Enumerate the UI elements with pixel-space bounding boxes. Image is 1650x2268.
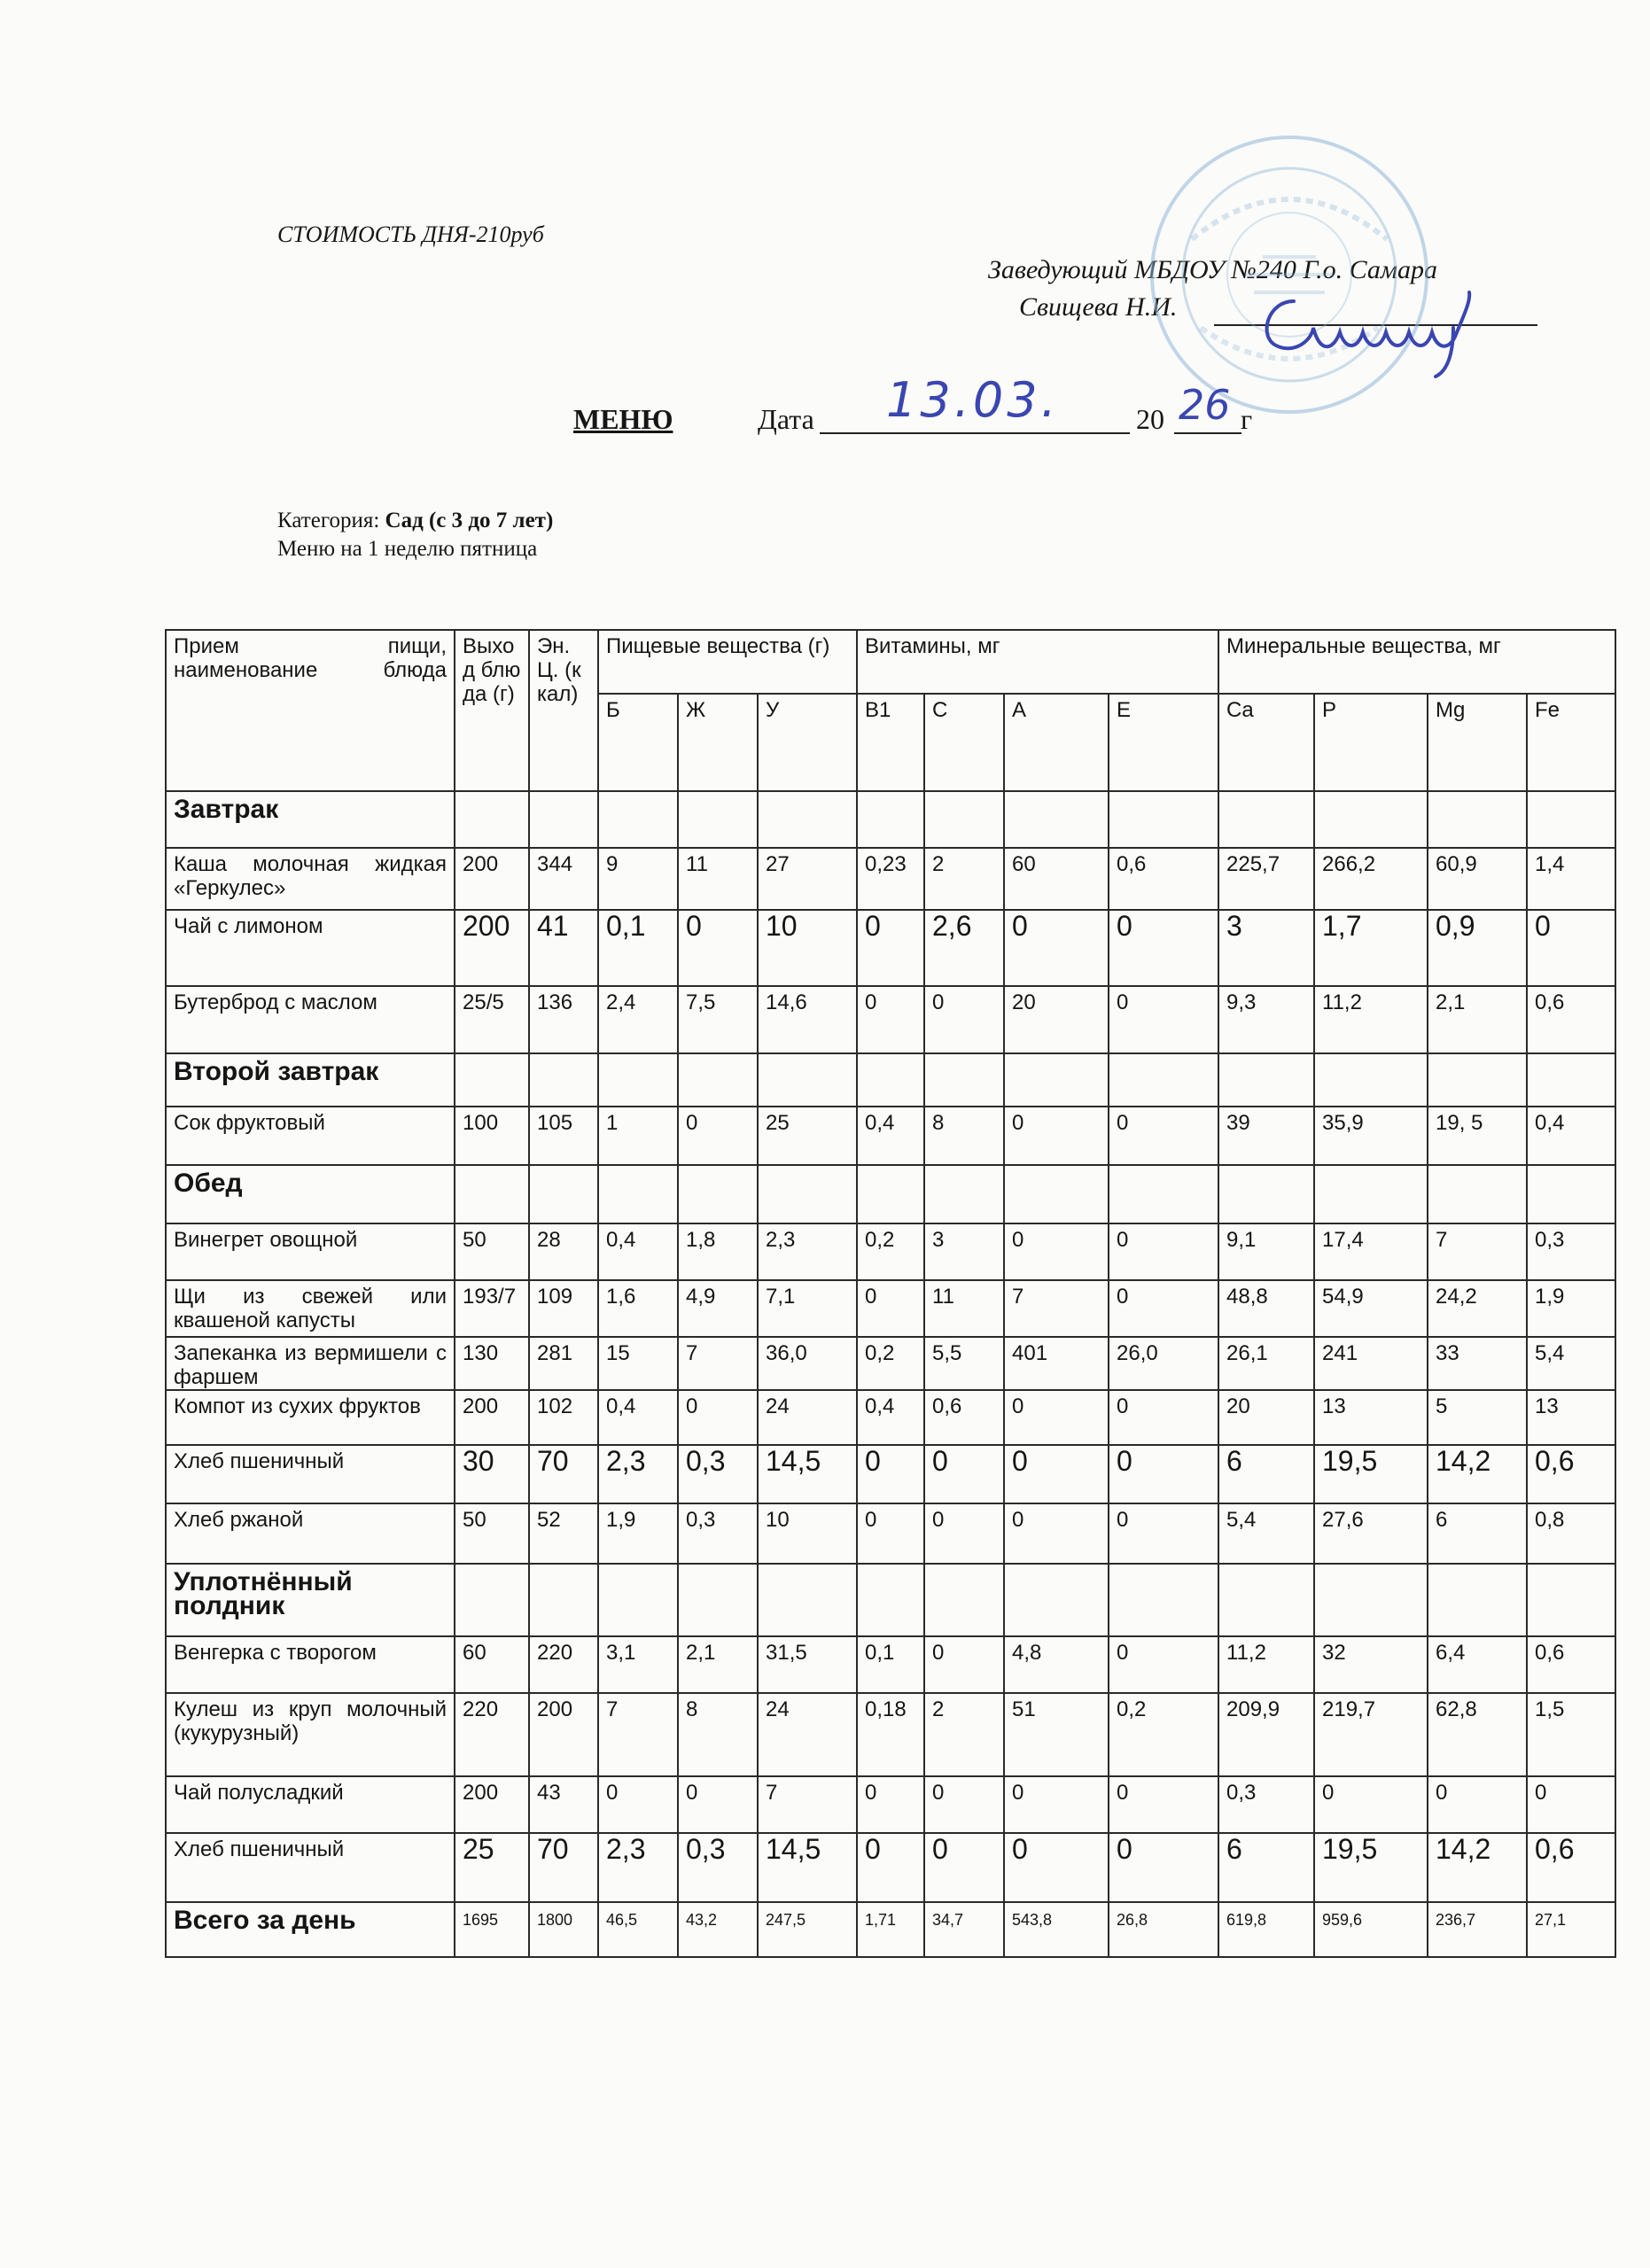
table-cell: 11,2 [1314,986,1428,1053]
table-cell: 0 [857,1445,924,1503]
table-cell: 14,5 [758,1445,857,1503]
dish-name: Винегрет овощной [166,1223,455,1280]
table-cell: 52 [529,1503,598,1564]
table-cell: 70 [529,1445,598,1503]
table-cell: 0 [1004,1503,1109,1564]
table-cell: 7 [1004,1280,1109,1337]
table-cell: 24 [758,1693,857,1776]
table-cell: 0 [678,1390,758,1445]
header-row-1 [166,630,1615,694]
table-cell: 0 [1109,1445,1218,1503]
header-carbs: У [758,694,857,791]
table-cell: 19,5 [1314,1833,1428,1902]
table-cell: 0,8 [1527,1503,1615,1564]
table-cell: 9,1 [1218,1223,1314,1280]
table-cell: 266,2 [1314,848,1428,910]
table-cell: 2,3 [758,1223,857,1280]
table-cell: 60 [455,1636,529,1693]
dish-name: Чай с лимоном [166,910,455,986]
table-cell: 13 [1314,1390,1428,1445]
table-cell: 225,7 [1218,848,1314,910]
table-cell: 7,1 [758,1280,857,1337]
section-second-breakfast: Второй завтрак [166,1053,455,1107]
table-cell: 0,3 [1527,1223,1615,1280]
table-cell: 0,6 [1527,1833,1615,1902]
table-cell: 13 [1527,1390,1615,1445]
table-cell: 5 [1428,1390,1527,1445]
table-cell: 209,9 [1218,1693,1314,1776]
table-cell: 25 [758,1107,857,1165]
table-cell: 344 [529,848,598,910]
header-p: P [1314,694,1428,791]
table-row [166,1833,1615,1902]
week-label: Меню на 1 неделю пятница [277,537,538,561]
table-cell: 5,4 [1527,1337,1615,1390]
header-dish: Прием пищи, наименование блюда [166,630,455,791]
table-cell: 0 [924,1833,1004,1902]
table-row [166,1223,1615,1280]
table-cell: 39 [1218,1107,1314,1165]
table-cell: 5,5 [924,1337,1004,1390]
table-cell: 15 [598,1337,678,1390]
table-cell: 11 [924,1280,1004,1337]
table-cell: 8 [678,1693,758,1776]
table-cell: 281 [529,1337,598,1390]
table-cell: 0 [1004,1445,1109,1503]
table-cell: 0,9 [1428,910,1527,986]
table-cell: 136 [529,986,598,1053]
table-row [166,1693,1615,1776]
table-cell: 2,3 [598,1445,678,1503]
category-value: Сад (с 3 до 7 лет) [385,509,554,532]
table-cell: 28 [529,1223,598,1280]
table-row [166,848,1615,910]
table-cell: 0 [1109,986,1218,1053]
table-row [166,1776,1615,1833]
table-row [166,1280,1615,1337]
table-cell: 0,4 [598,1223,678,1280]
total-value: 26,8 [1109,1902,1218,1957]
header-minerals: Минеральные вещества, мг [1218,630,1615,694]
table-cell: 0 [1109,1776,1218,1833]
table-cell: 220 [455,1693,529,1776]
table-cell: 24,2 [1428,1280,1527,1337]
table-cell: 0,3 [678,1833,758,1902]
table-cell: 35,9 [1314,1107,1428,1165]
header-vit-c: С [924,694,1004,791]
table-cell: 2,1 [678,1636,758,1693]
table-cell: 14,6 [758,986,857,1053]
table-cell: 7 [598,1693,678,1776]
total-value: 236,7 [1428,1902,1527,1957]
header-ca: Ca [1218,694,1314,791]
table-row [166,986,1615,1053]
header-nutrients: Пищевые вещества (г) [598,630,857,694]
table-cell: 2 [924,848,1004,910]
table-cell: 1,8 [678,1223,758,1280]
table-cell: 100 [455,1107,529,1165]
approval-line-1: Заведующий МБДОУ №240 Г.о. Самара [988,255,1438,284]
table-cell: 62,8 [1428,1693,1527,1776]
section-row [166,1564,1615,1636]
table-cell: 30 [455,1445,529,1503]
table-cell: 2 [924,1693,1004,1776]
table-cell: 1,9 [1527,1280,1615,1337]
total-value: 619,8 [1218,1902,1314,1957]
table-cell: 0 [678,1107,758,1165]
table-cell: 193/7 [455,1280,529,1337]
day-cost: СТОИМОСТЬ ДНЯ-210руб [277,221,544,247]
table-cell: 0 [924,1503,1004,1564]
table-cell: 50 [455,1503,529,1564]
table-cell: 11,2 [1218,1636,1314,1693]
table-cell: 0,4 [598,1390,678,1445]
table-cell: 0 [857,1503,924,1564]
table-cell: 1,9 [598,1503,678,1564]
dish-name: Хлеб пшеничный [166,1445,455,1503]
menu-title: МЕНЮ [573,403,673,435]
table-cell: 1,5 [1527,1693,1615,1776]
header-mg: Mg [1428,694,1527,791]
table-cell: 0,1 [598,910,678,986]
table-cell: 0,6 [1527,1636,1615,1693]
table-cell: 0 [1004,1223,1109,1280]
table-cell: 14,2 [1428,1833,1527,1902]
year-suffix: г [1241,403,1253,435]
table-cell: 0,6 [1527,1445,1615,1503]
dish-name: Кулеш из круп молочный (кукурузный) [166,1693,455,1776]
dish-name: Компот из сухих фруктов [166,1390,455,1445]
total-value: 43,2 [678,1902,758,1957]
table-cell: 25 [455,1833,529,1902]
table-cell: 26,1 [1218,1337,1314,1390]
total-value: 27,1 [1527,1902,1615,1957]
table-cell: 60 [1004,848,1109,910]
table-cell: 10 [758,1503,857,1564]
table-row [166,910,1615,986]
table-cell: 1,7 [1314,910,1428,986]
header-vit-b1: В1 [857,694,924,791]
section-lunch: Обед [166,1165,455,1223]
dish-name: Сок фруктовый [166,1107,455,1165]
table-cell: 0,3 [678,1445,758,1503]
table-cell: 0,23 [857,848,924,910]
dish-name: Хлеб пшеничный [166,1833,455,1902]
table-cell: 0 [857,1776,924,1833]
section-row [166,791,1615,848]
table-cell: 4,8 [1004,1636,1109,1693]
table-cell: 50 [455,1223,529,1280]
table-cell: 25/5 [455,986,529,1053]
table-cell: 6 [1428,1503,1527,1564]
table-cell: 3 [924,1223,1004,1280]
date-value: 13.03. [886,372,1060,428]
total-label: Всего за день [166,1902,455,1957]
table-cell: 60,9 [1428,848,1527,910]
table-cell: 0,2 [857,1223,924,1280]
approval-line-2: Свищева Н.И. [1019,292,1178,322]
table-cell: 105 [529,1107,598,1165]
table-cell: 5,4 [1218,1503,1314,1564]
header-fe: Fe [1527,694,1615,791]
table-cell: 32 [1314,1636,1428,1693]
section-row [166,1165,1615,1223]
category-line [277,509,553,533]
header-energy: Эн. Ц. (ккал) [529,630,598,791]
table-cell: 24 [758,1390,857,1445]
table-cell: 3 [1218,910,1314,986]
total-row [166,1902,1615,1957]
table-cell: 0 [1109,1503,1218,1564]
dish-name: Щи из свежей или квашеной капусты [166,1280,455,1337]
table-cell: 0 [857,1280,924,1337]
table-cell: 0 [1527,910,1615,986]
table-cell: 10 [758,910,857,986]
table-cell: 0 [924,1636,1004,1693]
table-cell: 200 [455,848,529,910]
table-cell: 219,7 [1314,1693,1428,1776]
table-cell: 3,1 [598,1636,678,1693]
header-vit-a: А [1004,694,1109,791]
table-cell: 51 [1004,1693,1109,1776]
table-cell: 0 [1109,1390,1218,1445]
table-cell: 0,4 [857,1107,924,1165]
table-cell: 0 [857,910,924,986]
table-cell: 220 [529,1636,598,1693]
total-value: 543,8 [1004,1902,1109,1957]
table-cell: 6 [1218,1833,1314,1902]
table-cell: 20 [1004,986,1109,1053]
table-cell: 0,3 [678,1503,758,1564]
table-cell: 20 [1218,1390,1314,1445]
table-cell: 11 [678,848,758,910]
table-cell: 1,6 [598,1280,678,1337]
table-cell: 0,6 [1527,986,1615,1053]
total-value: 1695 [455,1902,529,1957]
table-cell: 0 [1527,1776,1615,1833]
table-cell: 2,4 [598,986,678,1053]
table-cell: 43 [529,1776,598,1833]
total-value: 1,71 [857,1902,924,1957]
table-cell: 26,0 [1109,1337,1218,1390]
table-cell: 7,5 [678,986,758,1053]
table-cell: 0,2 [1109,1693,1218,1776]
table-cell: 200 [455,1776,529,1833]
table-cell: 0,4 [1527,1107,1615,1165]
table-cell: 0 [678,1776,758,1833]
table-row [166,1390,1615,1445]
table-cell: 9,3 [1218,986,1314,1053]
year-prefix: 20 [1136,403,1164,435]
table-cell: 0,2 [857,1337,924,1390]
table-cell: 14,5 [758,1833,857,1902]
table-cell: 6 [1218,1445,1314,1503]
table-cell: 0 [1109,1223,1218,1280]
table-cell: 0 [678,910,758,986]
header-yield: Выход блюда (г) [455,630,529,791]
section-row [166,1053,1615,1107]
table-cell: 0 [1109,1833,1218,1902]
table-cell: 0 [1428,1776,1527,1833]
dish-name: Хлеб ржаной [166,1503,455,1564]
year-underline [1174,432,1241,434]
table-cell: 0 [1314,1776,1428,1833]
table-cell: 31,5 [758,1636,857,1693]
table-cell: 200 [455,910,529,986]
header-vit-e: Е [1109,694,1218,791]
table-cell: 109 [529,1280,598,1337]
header-vitamins: Витамины, мг [857,630,1218,694]
table-cell: 0 [1109,1107,1218,1165]
table-cell: 14,2 [1428,1445,1527,1503]
table-cell: 0 [924,1776,1004,1833]
table-cell: 2,1 [1428,986,1527,1053]
table-cell: 200 [529,1693,598,1776]
table-cell: 102 [529,1390,598,1445]
table-row [166,1503,1615,1564]
table-cell: 27,6 [1314,1503,1428,1564]
dish-name: Венгерка с творогом [166,1636,455,1693]
table-cell: 0 [924,1445,1004,1503]
table-cell: 70 [529,1833,598,1902]
total-value: 247,5 [758,1902,857,1957]
table-cell: 0 [1004,1776,1109,1833]
total-value: 1800 [529,1902,598,1957]
table-cell: 7 [1428,1223,1527,1280]
table-cell: 7 [678,1337,758,1390]
table-cell: 0 [1004,1107,1109,1165]
table-cell: 0,4 [857,1390,924,1445]
table-row [166,1445,1615,1503]
table-cell: 19,5 [1314,1445,1428,1503]
table-cell: 0 [857,986,924,1053]
table-cell: 19, 5 [1428,1107,1527,1165]
table-cell: 200 [455,1390,529,1445]
table-cell: 6,4 [1428,1636,1527,1693]
table-cell: 130 [455,1337,529,1390]
header-fat: Ж [678,694,758,791]
table-cell: 48,8 [1218,1280,1314,1337]
category-label: Категория: [277,509,385,532]
table-cell: 2,6 [924,910,1004,986]
total-value: 34,7 [924,1902,1004,1957]
dish-name: Запеканка из вермишели с фаршем [166,1337,455,1390]
section-breakfast: Завтрак [166,791,455,848]
total-value: 959,6 [1314,1902,1428,1957]
table-cell: 4,9 [678,1280,758,1337]
table-cell: 0 [1004,1390,1109,1445]
table-cell: 0,6 [1109,848,1218,910]
table-row [166,1337,1615,1390]
table-cell: 0,18 [857,1693,924,1776]
year-value: 26 [1179,381,1231,429]
total-value: 46,5 [598,1902,678,1957]
table-cell: 0 [1004,1833,1109,1902]
dish-name: Чай полусладкий [166,1776,455,1833]
table-cell: 0 [857,1833,924,1902]
table-cell: 0 [924,986,1004,1053]
table-cell: 2,3 [598,1833,678,1902]
table-cell: 401 [1004,1337,1109,1390]
table-cell: 0,3 [1218,1776,1314,1833]
table-cell: 0 [1004,910,1109,986]
table-cell: 7 [758,1776,857,1833]
table-cell: 1 [598,1107,678,1165]
section-snack: Уплотнённый полдник [166,1564,455,1636]
table-cell: 41 [529,910,598,986]
table-cell: 0,1 [857,1636,924,1693]
table-cell: 9 [598,848,678,910]
header-protein: Б [598,694,678,791]
table-cell: 36,0 [758,1337,857,1390]
table-cell: 0 [598,1776,678,1833]
signature-mark [1258,266,1489,381]
table-cell: 17,4 [1314,1223,1428,1280]
table-row [166,1636,1615,1693]
date-label: Дата [758,403,814,435]
menu-table [165,629,1616,1958]
table-cell: 241 [1314,1337,1428,1390]
table-cell: 0 [1109,1280,1218,1337]
table-cell: 1,4 [1527,848,1615,910]
table-row [166,1107,1615,1165]
table-cell: 33 [1428,1337,1527,1390]
table-cell: 8 [924,1107,1004,1165]
table-cell: 0,6 [924,1390,1004,1445]
table-cell: 0 [1109,910,1218,986]
table-cell: 0 [1109,1636,1218,1693]
dish-name: Каша молочная жидкая «Геркулес» [166,848,455,910]
dish-name: Бутерброд с маслом [166,986,455,1053]
table-cell: 27 [758,848,857,910]
table-cell: 54,9 [1314,1280,1428,1337]
date-underline [820,432,1130,434]
